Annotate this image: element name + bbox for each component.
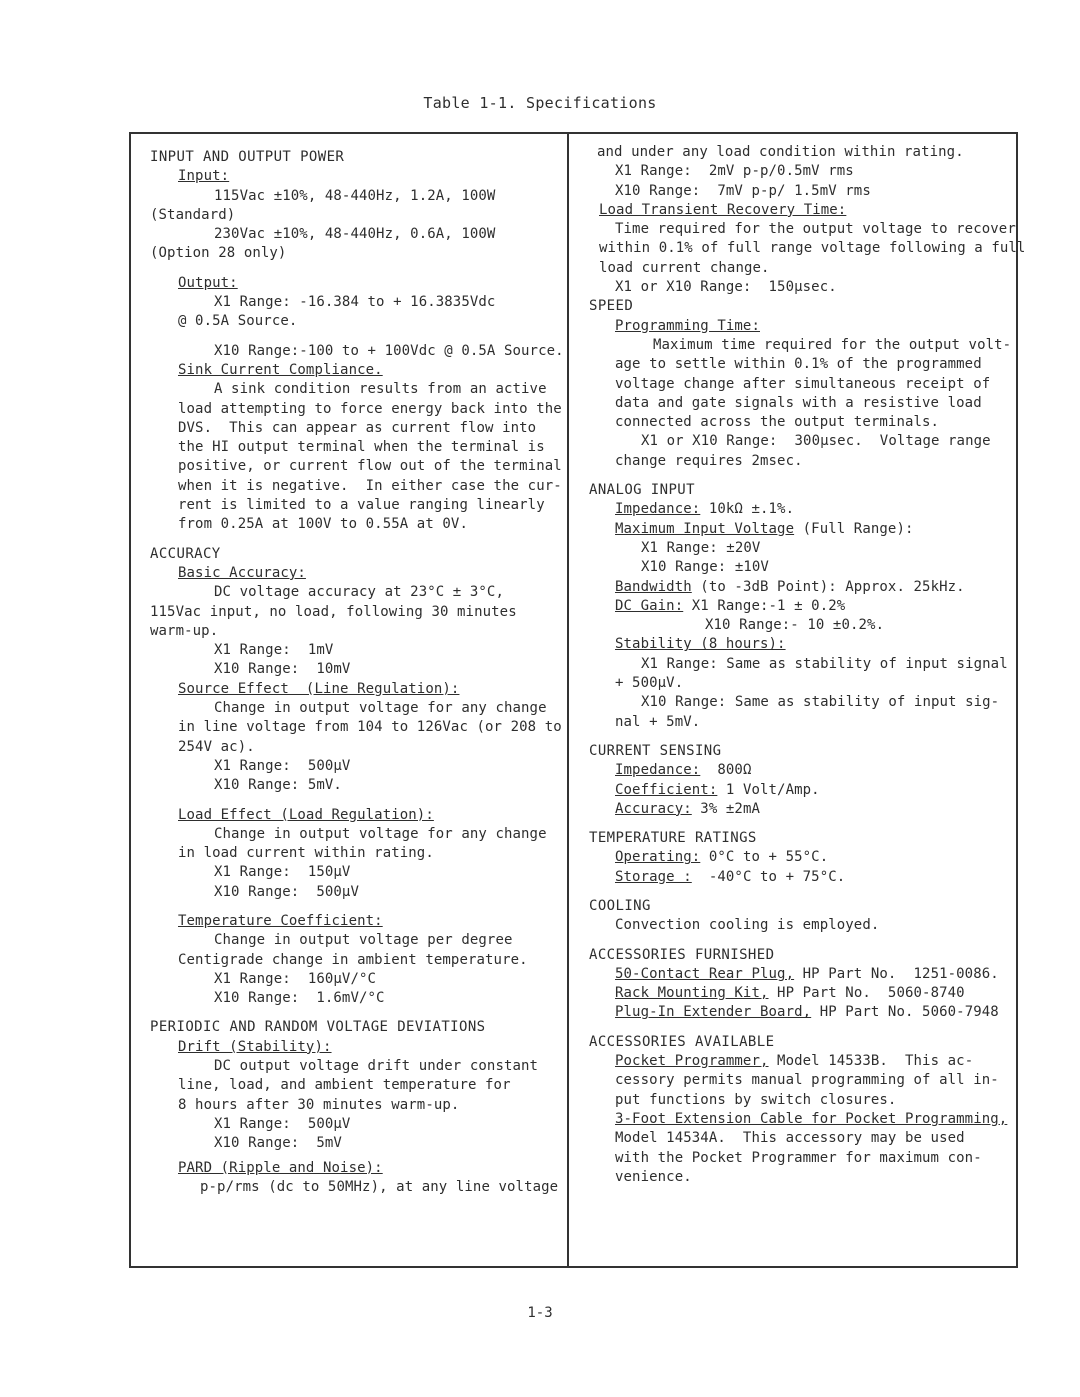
spec-line: 254V ac). — [178, 738, 255, 755]
spec-value: 3% ±2mA — [691, 800, 760, 817]
spec-line: X1 Range: Same as stability of input signal — [641, 655, 1008, 672]
left-column — [150, 143, 568, 1197]
spec-line: line, load, and ambient temperature for — [178, 1077, 511, 1094]
section-heading-analog-input: ANALOG INPUT — [589, 482, 695, 499]
subheading-drift: Drift (Stability): — [178, 1038, 332, 1055]
spec-line: the HI output terminal when the terminal is — [178, 439, 545, 456]
spec-line: from 0.25A at 100V to 0.55A at 0V. — [178, 516, 468, 533]
spec-line: (Option 28 only) — [150, 245, 287, 262]
spec-value: X1 Range:-1 ± 0.2% — [683, 597, 846, 614]
spec-value: (Full Range): — [794, 520, 914, 537]
spec-line: X10 Range: Same as stability of input sig- — [641, 694, 1000, 711]
spec-line: Centigrade change in ambient temperature. — [178, 951, 528, 968]
spec-line: (Standard) — [150, 206, 236, 223]
spec-line: DC voltage accuracy at 23°C ± 3°C, — [214, 584, 504, 601]
spec-line: @ 0.5A Source. — [178, 313, 298, 330]
subheading-temp-coefficient: Temperature Coefficient: — [178, 912, 383, 929]
spec-line: age to settle within 0.1% of the programmed — [615, 356, 982, 373]
subheading-input: Input: — [178, 168, 230, 185]
accessory-extension-cable: 3-Foot Extension Cable for Pocket Programming, — [615, 1110, 1008, 1127]
spec-line: nal + 5mV. — [615, 713, 701, 730]
spec-line: X10 Range: 1.6mV/°C — [214, 990, 385, 1007]
spec-line: X1 Range: 2mV p-p/0.5mV rms — [615, 163, 854, 180]
spec-value: 0°C to + 55°C. — [700, 849, 829, 866]
spec-line: X1 Range: 500µV — [214, 1115, 351, 1132]
spec-line: rent is limited to a value ranging linearly — [178, 497, 545, 514]
spec-value: 10kΩ ±.1%. — [700, 501, 795, 518]
spec-value: HP Part No. 5060-8740 — [768, 985, 965, 1002]
spec-line: DC output voltage drift under constant — [214, 1058, 539, 1075]
spec-line: voltage change after simultaneous receipt of — [615, 375, 991, 392]
spec-line: X10 Range:-100 to + 100Vdc @ 0.5A Source. — [214, 342, 564, 359]
section-heading-cooling: COOLING — [589, 897, 651, 914]
spec-line: X10 Range: 7mV p-p/ 1.5mV rms — [615, 182, 871, 199]
subheading-cs-impedance: Impedance: — [615, 762, 701, 779]
spec-line: Model 14534A. This accessory may be used — [615, 1130, 965, 1147]
subheading-cs-coefficient: Coefficient: — [615, 781, 718, 798]
accessory-extender-board: Plug-In Extender Board, — [615, 1004, 812, 1021]
spec-line: A sink condition results from an active — [214, 381, 547, 398]
spec-value: (to -3dB Point): Approx. 25kHz. — [691, 578, 965, 595]
subheading-stability: Stability (8 hours): — [615, 636, 786, 653]
section-heading-temperature-ratings: TEMPERATURE RATINGS — [589, 830, 757, 847]
accessory-pocket-programmer: Pocket Programmer, — [615, 1053, 769, 1070]
table-caption: Table 1-1. Specifications — [423, 94, 657, 112]
spec-line: in line voltage from 104 to 126Vac (or 208 to — [178, 719, 562, 736]
spec-line: X10 Range: 5mV — [214, 1135, 342, 1152]
spec-line: load current change. — [599, 259, 770, 276]
spec-line: change requires 2msec. — [615, 452, 803, 469]
subheading-impedance: Impedance: — [615, 501, 701, 518]
spec-line: X10 Range: ±10V — [641, 559, 769, 576]
spec-line: when it is negative. In either case the cur- — [178, 477, 562, 494]
spec-line: Change in output voltage for any change — [214, 825, 547, 842]
spec-line: with the Pocket Programmer for maximum con- — [615, 1149, 982, 1166]
spec-line: X1 or X10 Range: 150µsec. — [615, 279, 837, 296]
section-heading-current-sensing: CURRENT SENSING — [589, 742, 722, 759]
subheading-source-effect: Source Effect (Line Regulation): — [178, 680, 460, 697]
spec-value: -40°C to + 75°C. — [691, 868, 846, 885]
spec-line: in load current within rating. — [178, 845, 434, 862]
subheading-bandwidth: Bandwidth — [615, 578, 692, 595]
accessory-rack-kit: Rack Mounting Kit, — [615, 985, 769, 1002]
section-heading-speed: SPEED — [589, 298, 634, 315]
subheading-cs-accuracy: Accuracy: — [615, 800, 692, 817]
subheading-programming-time: Programming Time: — [615, 317, 760, 334]
subheading-output: Output: — [178, 274, 238, 291]
spec-line: X1 Range: ±20V — [641, 539, 761, 556]
spec-line: 8 hours after 30 minutes warm-up. — [178, 1096, 460, 1113]
spec-line: and under any load condition within rating. — [597, 144, 964, 160]
spec-line: put functions by switch closures. — [615, 1091, 897, 1108]
spec-line: X10 Range: 10mV — [214, 661, 351, 678]
subheading-dc-gain: DC Gain: — [615, 597, 684, 614]
spec-value: 1 Volt/Amp. — [717, 781, 820, 798]
section-heading-pard: PERIODIC AND RANDOM VOLTAGE DEVIATIONS — [150, 1019, 486, 1036]
spec-line: data and gate signals with a resistive load — [615, 394, 982, 411]
section-heading-io-power: INPUT AND OUTPUT POWER — [150, 149, 345, 165]
spec-line: Change in output voltage per degree — [214, 932, 513, 949]
spec-line: cessory permits manual programming of all in- — [615, 1072, 999, 1089]
spec-line: Change in output voltage for any change — [214, 700, 547, 717]
spec-line: X1 Range: 150µV — [214, 864, 351, 881]
section-heading-accessories-furnished: ACCESSORIES FURNISHED — [589, 946, 775, 963]
spec-line: DVS. This can appear as current flow into — [178, 419, 537, 436]
page-number: 1-3 — [527, 1305, 553, 1321]
section-heading-accuracy: ACCURACY — [150, 545, 221, 562]
spec-value: Model 14533B. This ac- — [768, 1053, 974, 1070]
right-column — [589, 143, 1026, 1187]
spec-line: X10 Range: 500µV — [214, 883, 359, 900]
spec-line: X1 or X10 Range: 300µsec. Voltage range — [641, 433, 991, 450]
subheading-operating: Operating: — [615, 849, 701, 866]
spec-line: 230Vac ±10%, 48-440Hz, 0.6A, 100W — [214, 226, 496, 243]
subheading-storage: Storage : — [615, 868, 692, 885]
subheading-basic-accuracy: Basic Accuracy: — [178, 564, 306, 581]
section-heading-accessories-available: ACCESSORIES AVAILABLE — [589, 1033, 775, 1050]
subheading-sink-current: Sink Current Compliance. — [178, 361, 383, 378]
spec-line: positive, or current flow out of the terminal — [178, 458, 562, 475]
spec-value: HP Part No. 1251-0086. — [794, 965, 999, 982]
spec-line: Convection cooling is employed. — [615, 917, 880, 934]
spec-value: HP Part No. 5060-7948 — [811, 1004, 999, 1021]
subheading-load-effect: Load Effect (Load Regulation): — [178, 806, 434, 823]
spec-value: 800Ω — [700, 762, 752, 779]
spec-line: venience. — [615, 1168, 692, 1185]
spec-line: load attempting to force energy back into the — [178, 400, 562, 417]
spec-line: X10 Range:- 10 ±0.2%. — [705, 617, 885, 634]
spec-line: 115Vac ±10%, 48-440Hz, 1.2A, 100W — [214, 187, 496, 204]
spec-line: Time required for the output voltage to recover — [615, 221, 1016, 238]
spec-line: X1 Range: 1mV — [214, 642, 334, 659]
spec-line: X1 Range: 160µV/°C — [214, 970, 377, 987]
subheading-load-transient: Load Transient Recovery Time: — [599, 201, 847, 218]
spec-line: p-p/rms (dc to 50MHz), at any line voltage — [200, 1178, 559, 1195]
subheading-pard-ripple: PARD (Ripple and Noise): — [178, 1159, 383, 1176]
spec-line: 115Vac input, no load, following 30 minutes — [150, 603, 517, 620]
accessory-rear-plug: 50-Contact Rear Plug, — [615, 965, 795, 982]
spec-line: X1 Range: -16.384 to + 16.3835Vdc — [214, 294, 496, 311]
spec-line: X1 Range: 500µV — [214, 757, 351, 774]
spec-line: warm-up. — [150, 622, 219, 639]
subheading-max-input-voltage: Maximum Input Voltage — [615, 520, 795, 537]
spec-line: + 500µV. — [615, 675, 684, 692]
spec-line: Maximum time required for the output volt- — [653, 336, 1012, 353]
spec-line: X10 Range: 5mV. — [214, 777, 342, 794]
spec-line: connected across the output terminals. — [615, 414, 940, 431]
spec-line: within 0.1% of full range voltage following a full — [599, 240, 1026, 257]
